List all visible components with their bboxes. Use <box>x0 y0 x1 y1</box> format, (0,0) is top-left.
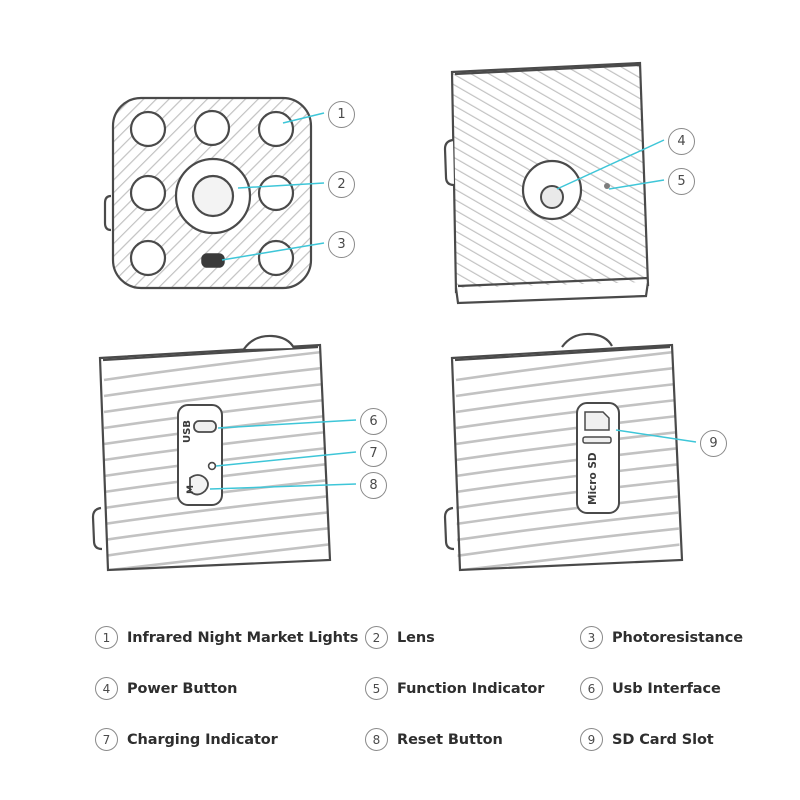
top-view <box>445 58 664 303</box>
callout-4 <box>668 128 695 155</box>
sd-card-plate <box>577 403 619 513</box>
callout-1-text: 1 <box>337 107 346 122</box>
front-view <box>105 94 324 294</box>
legend-item-1 <box>95 626 365 649</box>
function-indicator <box>604 183 610 189</box>
callout-7 <box>360 440 387 467</box>
callout-2 <box>328 171 355 198</box>
callout-8 <box>360 472 387 499</box>
callout-8-text: 8 <box>369 478 378 493</box>
port-plate <box>178 405 222 505</box>
legend-label-3: Photoresistance <box>612 629 743 646</box>
legend-number-4: 4 <box>95 677 118 700</box>
legend-number-3: 3 <box>580 626 603 649</box>
legend-label-6: Usb Interface <box>612 680 721 697</box>
callout-5 <box>668 168 695 195</box>
legend-item-9 <box>580 728 755 751</box>
reset-button[interactable] <box>186 475 208 495</box>
legend-number-6: 6 <box>580 677 603 700</box>
legend-item-4 <box>95 677 365 700</box>
sd-card-slot[interactable] <box>585 412 609 430</box>
legend-number-2: 2 <box>365 626 388 649</box>
callout-3-text: 3 <box>337 237 346 252</box>
legend-item-5 <box>365 677 580 700</box>
usb-label: USB <box>182 420 193 443</box>
left-side-view <box>93 336 356 570</box>
legend-label-4: Power Button <box>127 680 238 697</box>
power-button[interactable] <box>523 161 581 219</box>
callout-6 <box>360 408 387 435</box>
callout-4-text: 4 <box>677 134 686 149</box>
callout-6-text: 6 <box>369 414 378 429</box>
left-leaders <box>210 420 356 489</box>
callout-7-text: 7 <box>369 446 378 461</box>
callout-1 <box>328 101 355 128</box>
legend-label-9: SD Card Slot <box>612 731 714 748</box>
legend-number-9: 9 <box>580 728 603 751</box>
legend-item-7 <box>95 728 365 751</box>
legend-number-8: 8 <box>365 728 388 751</box>
callout-9-text: 9 <box>709 436 718 451</box>
legend-item-8 <box>365 728 580 751</box>
usb-interface[interactable] <box>194 421 216 432</box>
legend-label-1: Infrared Night Market Lights <box>127 629 359 646</box>
legend-label-8: Reset Button <box>397 731 503 748</box>
micro-sd-label: Micro SD <box>587 452 599 505</box>
legend-number-1: 1 <box>95 626 118 649</box>
right-leaders <box>616 430 696 442</box>
right-side-view <box>445 334 696 570</box>
charging-indicator <box>209 463 216 470</box>
right-hatch <box>456 352 685 570</box>
legend-number-7: 7 <box>95 728 118 751</box>
lens <box>176 159 250 233</box>
legend <box>95 612 755 765</box>
callout-3 <box>328 231 355 258</box>
photoresistance-sensor <box>202 254 224 267</box>
legend-item-3 <box>580 626 755 649</box>
legend-item-2 <box>365 626 580 649</box>
legend-label-2: Lens <box>397 629 435 646</box>
callout-2-text: 2 <box>337 177 346 192</box>
legend-item-6 <box>580 677 755 700</box>
callout-5-text: 5 <box>677 174 686 189</box>
legend-label-7: Charging Indicator <box>127 731 278 748</box>
legend-number-5: 5 <box>365 677 388 700</box>
legend-label-5: Function Indicator <box>397 680 545 697</box>
reset-label: M <box>186 485 196 494</box>
callout-9 <box>700 430 727 457</box>
